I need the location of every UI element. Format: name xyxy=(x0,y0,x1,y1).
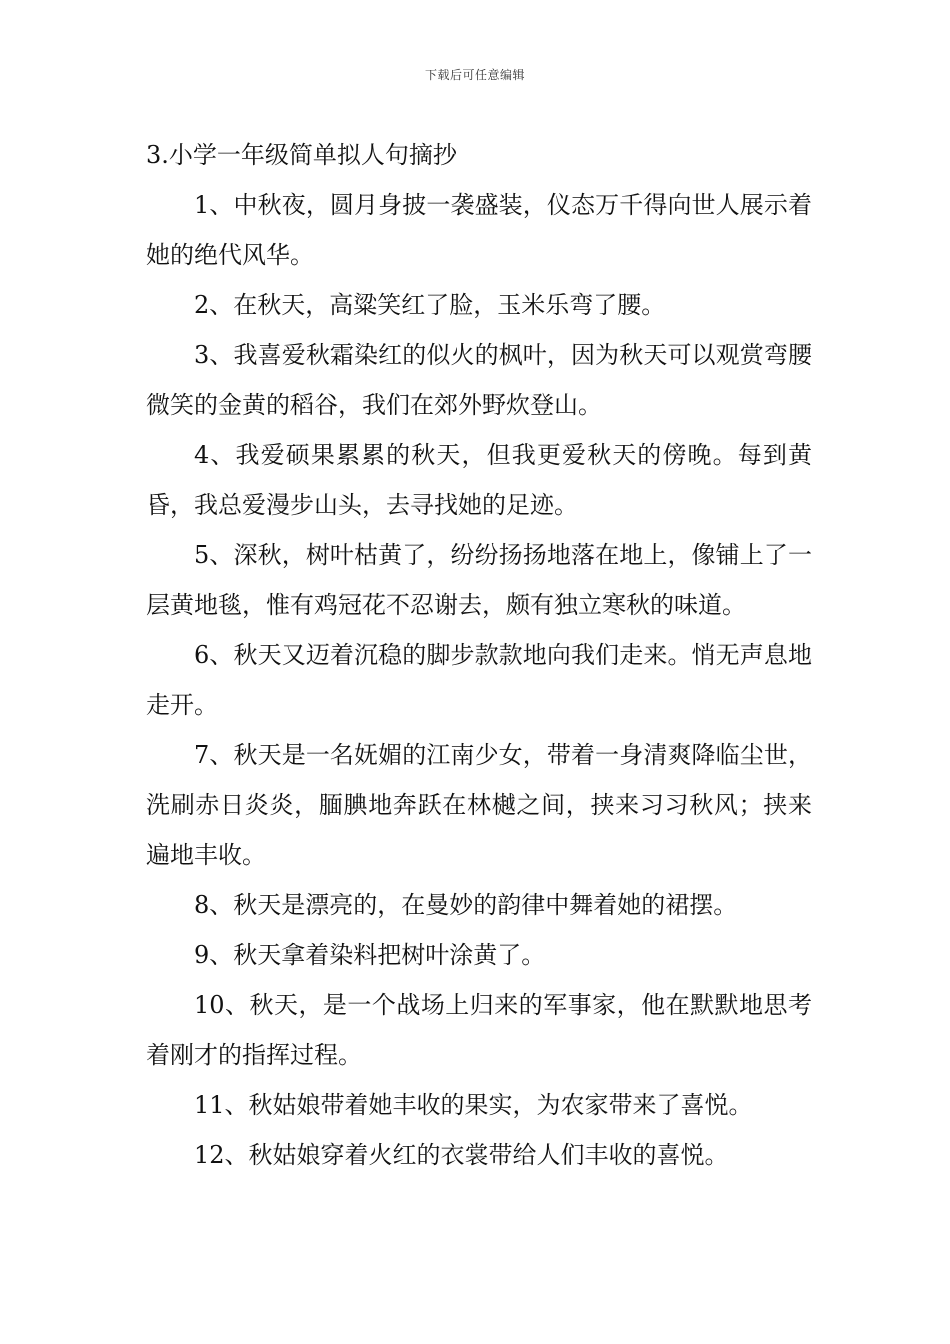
document-body xyxy=(146,130,812,1180)
section-title: 3.小学一年级简单拟人句摘抄 xyxy=(146,141,457,169)
paragraph-11: 11、秋姑娘带着她丰收的果实，为农家带来了喜悦。 xyxy=(194,1091,753,1119)
paragraph-12: 12、秋姑娘穿着火红的衣裳带给人们丰收的喜悦。 xyxy=(194,1141,729,1169)
paragraph-4: 4、我爱硕果累累的秋天，但我更爱秋天的傍晚。每到黄昏，我总爱漫步山头，去寻找她的足迹。 xyxy=(146,441,812,519)
paragraph-5: 5、深秋，树叶枯黄了，纷纷扬扬地落在地上，像铺上了一层黄地毯，惟有鸡冠花不忍谢去，颇有独立寒秋的味道。 xyxy=(146,541,812,619)
header-note: 下载后可任意编辑 xyxy=(424,68,525,82)
paragraph-7: 7、秋天是一名妩媚的江南少女，带着一身清爽降临尘世，洗刷赤日炎炎，腼腆地奔跃在林樾之间，挟来习习秋风；挟来遍地丰收。 xyxy=(146,741,812,869)
paragraph-8: 8、秋天是漂亮的，在曼妙的韵律中舞着她的裙摆。 xyxy=(194,891,738,919)
paragraph-10: 10、秋天，是一个战场上归来的军事家，他在默默地思考着刚才的指挥过程。 xyxy=(146,991,812,1069)
paragraph-1: 1、中秋夜，圆月身披一袭盛装，仪态万千得向世人展示着她的绝代风华。 xyxy=(146,191,812,269)
paragraph-6: 6、秋天又迈着沉稳的脚步款款地向我们走来。悄无声息地走开。 xyxy=(146,641,812,719)
paragraph-3: 3、我喜爱秋霜染红的似火的枫叶，因为秋天可以观赏弯腰微笑的金黄的稻谷，我们在郊外野炊登山。 xyxy=(146,341,812,419)
paragraph-2: 2、在秋天，高粱笑红了脸，玉米乐弯了腰。 xyxy=(194,291,666,319)
paragraph-9: 9、秋天拿着染料把树叶涂黄了。 xyxy=(194,941,546,969)
